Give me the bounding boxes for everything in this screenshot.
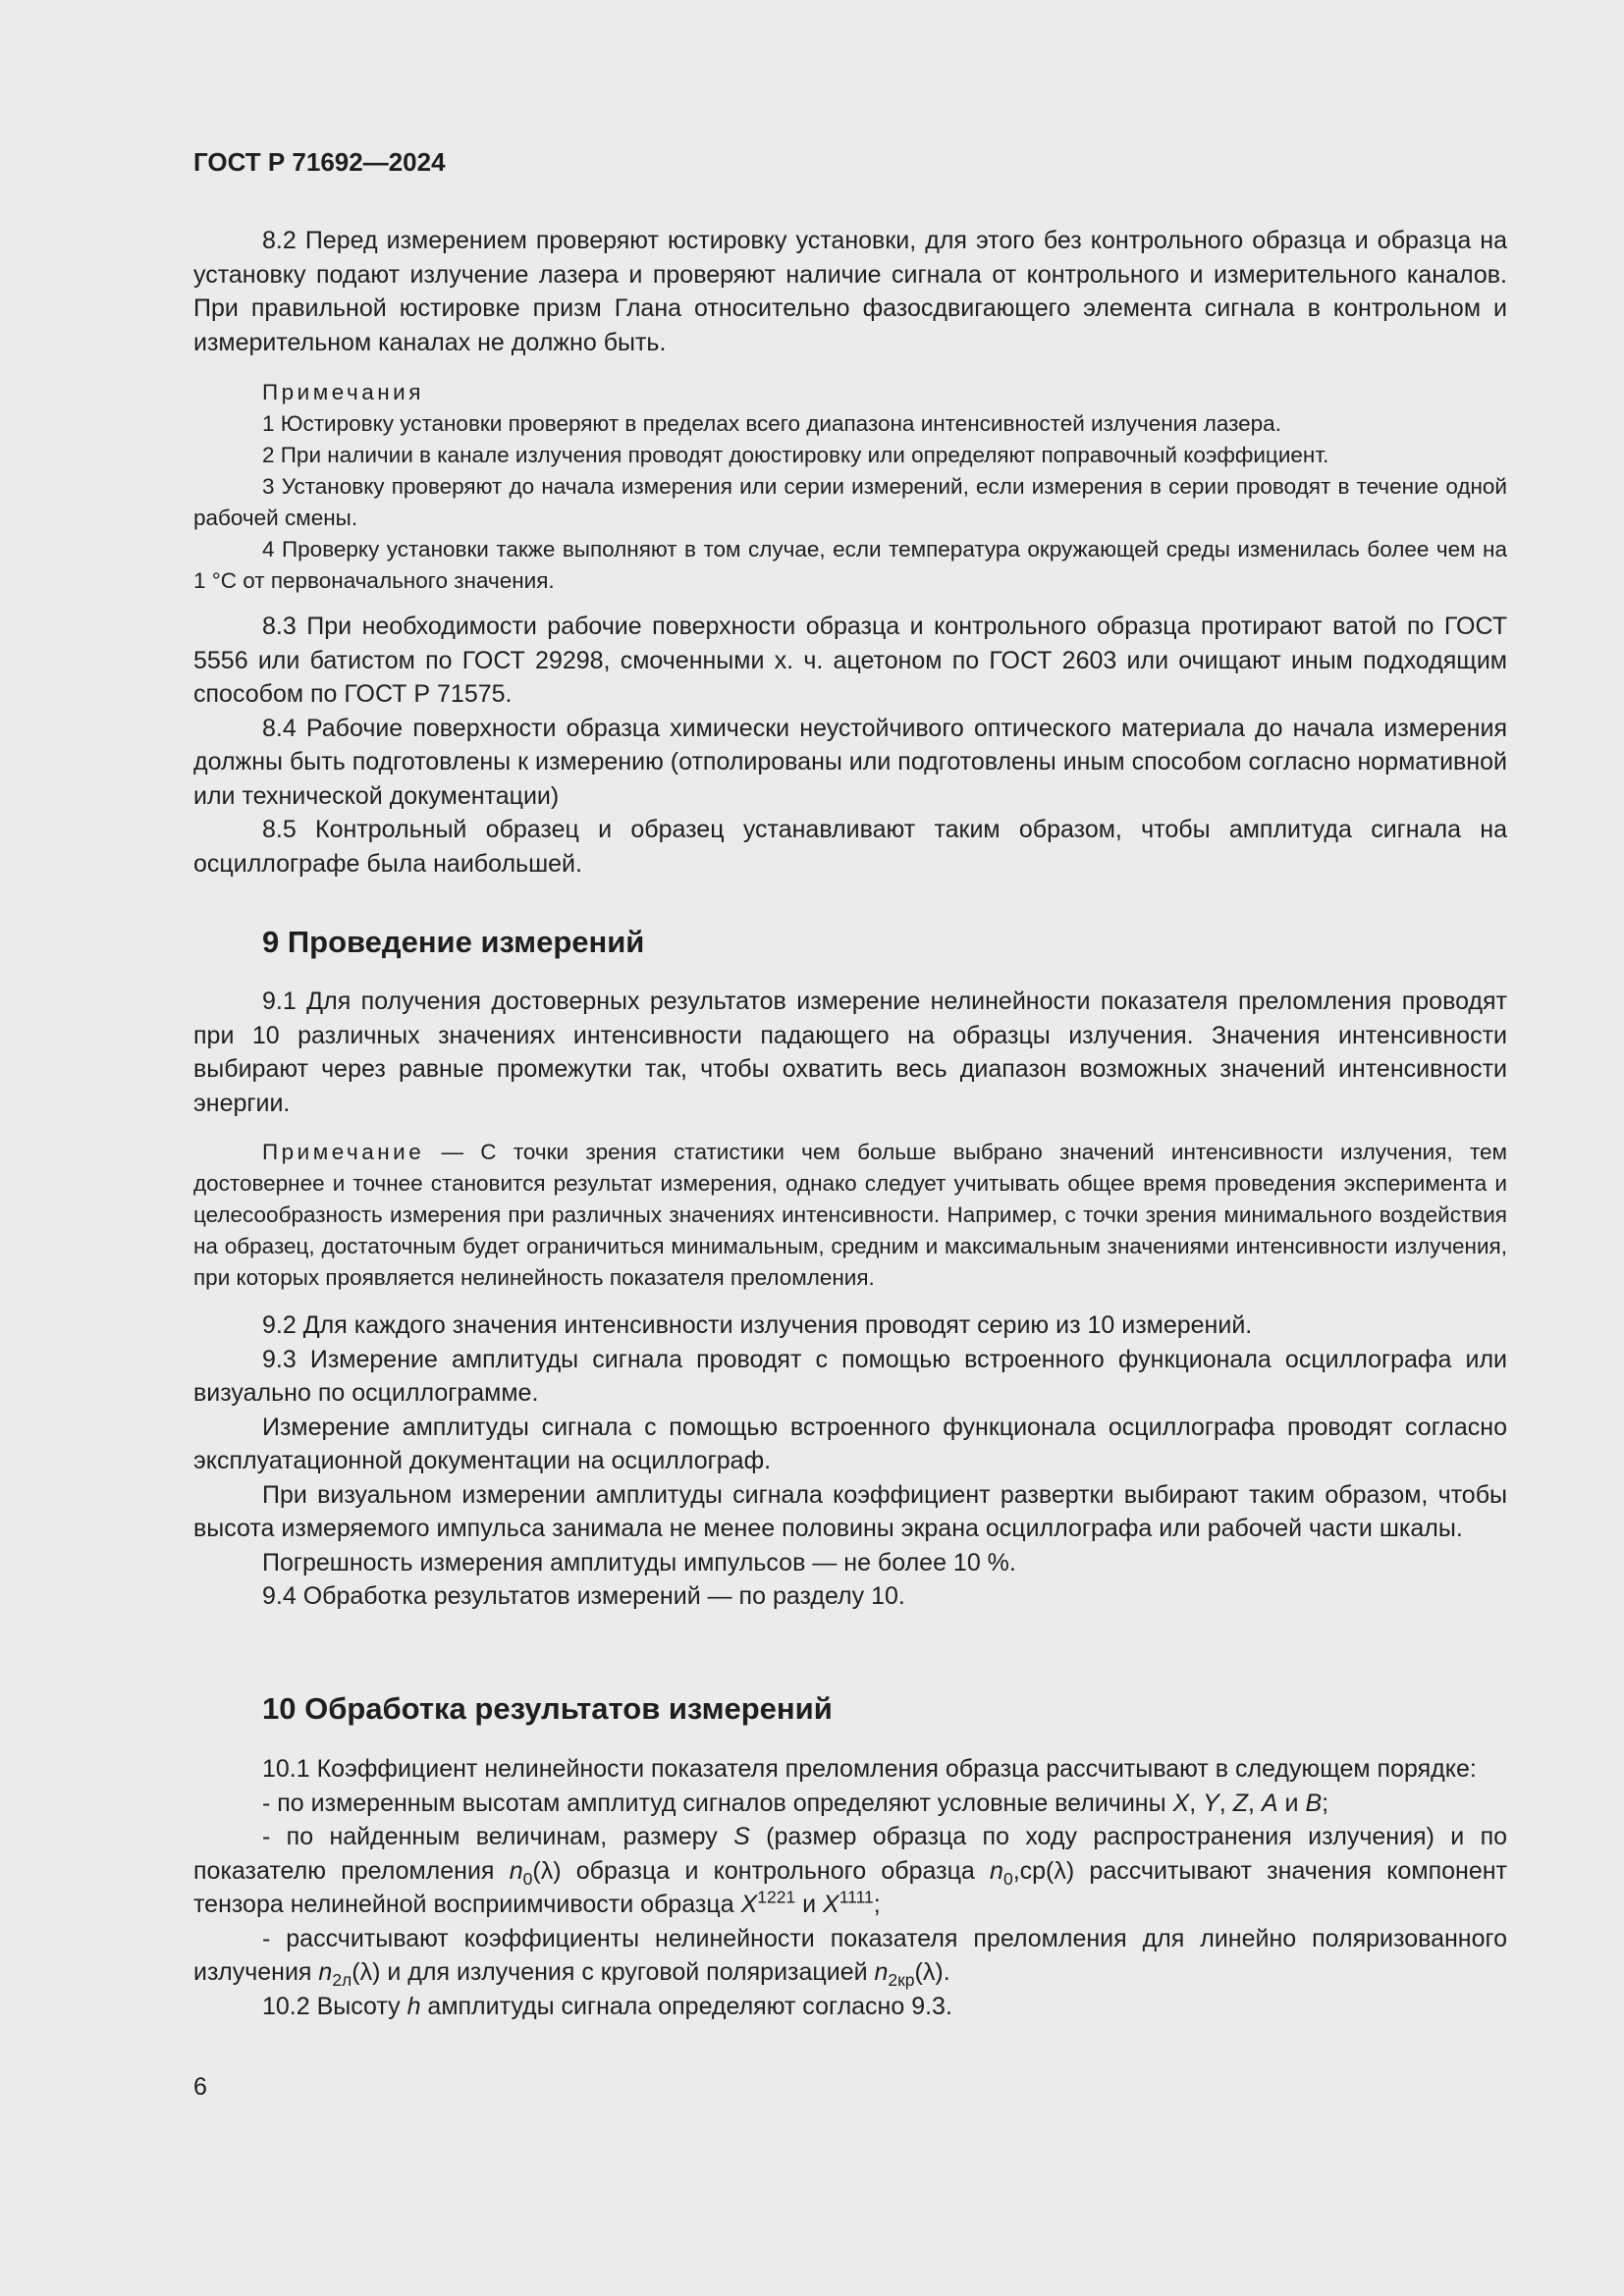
note-9 bbox=[193, 1137, 1507, 1294]
page-number: 6 bbox=[193, 2073, 207, 2101]
paragraph-8-3: 8.3 При необходимости рабочие поверхности образца и контрольного образца протирают ватой по ГОСТ 5556 или батистом по ГОСТ 29298, смоченными х. ч. ацетоном по ГОСТ 2603 или очищают иным подходящим способом по ГОСТ Р 71575. bbox=[193, 613, 1507, 708]
paragraph-9-3-c: При визуальном измерении амплитуды сигнала коэффициент развертки выбирают таким образом, чтобы высота измеряемого импульса занимала не менее половины экрана осциллографа или рабочей части шкалы. bbox=[193, 1480, 1507, 1542]
paragraph-8-5: 8.5 Контрольный образец и образец устанавливают таким образом, чтобы амплитуда сигнала на осциллографе была наибольшей. bbox=[193, 816, 1507, 878]
section-8-items bbox=[193, 610, 1507, 881]
paragraph-9-3-d: Погрешность измерения амплитуды импульсов — не более 10 %. bbox=[262, 1548, 1016, 1576]
notes-title: Примечания bbox=[262, 380, 424, 404]
document-header: ГОСТ Р 71692—2024 bbox=[193, 147, 446, 177]
paragraph-9-4: 9.4 Обработка результатов измерений — по разделу 10. bbox=[262, 1582, 905, 1610]
paragraph-9-3: 9.3 Измерение амплитуды сигнала проводят с помощью встроенного функционала осциллографа или визуально по осциллограмме. bbox=[193, 1345, 1507, 1407]
paragraph-8-2: 8.2 Перед измерением проверяют юстировку установки, для этого без контрольного образца и образца на установку подают излучение лазера и проверяют наличие сигнала от контрольного и измерительного каналов. При правильной юстировке призм Глана относительно фазосдвигающего элемента сигнала в контрольном и измерительном каналах не должно быть. bbox=[193, 227, 1507, 356]
paragraph-8-4: 8.4 Рабочие поверхности образца химически неустойчивого оптического материала до начала измерения должны быть подготовлены к измерению (отполированы или подготовлены иным способом согласно нормативной или технической документации) bbox=[193, 714, 1507, 810]
section-9-heading: 9 Проведение измерений bbox=[262, 925, 645, 959]
note-2: 2 При наличии в канале излучения проводят доюстировку или определяют поправочный коэффициент. bbox=[262, 443, 1329, 467]
section-10-heading: 10 Обработка результатов измерений bbox=[262, 1691, 833, 1726]
note-3: 3 Установку проверяют до начала измерения или серии измерений, если измерения в серии проводят в течение одной рабочей смены. bbox=[193, 474, 1507, 530]
paragraph-9-3-b: Измерение амплитуды сигнала с помощью встроенного функционала осциллографа проводят согласно эксплуатационной документации на осциллограф. bbox=[193, 1413, 1507, 1474]
section-10-items bbox=[193, 1752, 1507, 2023]
note-9-text: — С точки зрения статистики чем больше выбрано значений интенсивности излучения, тем достовернее и точнее становится результат измерения, однако следует учитывать общее время проведения эксперимента и целесообразность измерения при различных значениях интенсивности. Например, с точки зрения минимального воздействия на образец, достаточным будет ограничиться минимальным, средним и максимальным значениями интенсивности излучения, при которых проявляется нелинейность показателя преломления. bbox=[193, 1140, 1507, 1290]
paragraph-9-2: 9.2 Для каждого значения интенсивности излучения проводят серию из 10 измерений. bbox=[262, 1311, 1253, 1339]
note-4: 4 Проверку установки также выполняют в том случае, если температура окружающей среды изменилась более чем на 1 °С от первоначального значения. bbox=[193, 537, 1507, 593]
note-1: 1 Юстировку установки проверяют в пределах всего диапазона интенсивностей излучения лазера. bbox=[262, 411, 1281, 436]
note-9-title: Примечание bbox=[262, 1140, 425, 1164]
section-9-items bbox=[193, 1308, 1507, 1614]
paragraph-9-1: 9.1 Для получения достоверных результатов измерение нелинейности показателя преломления проводят при 10 различных значениях интенсивности падающего на образцы излучения. Значения интенсивности выбирают через равные промежутки так, чтобы охватить весь диапазон возможных значений интенсивности энергии. bbox=[193, 988, 1507, 1117]
paragraph-10-1: 10.1 Коэффициент нелинейности показателя преломления образца рассчитывают в следующем порядке: bbox=[262, 1755, 1477, 1783]
bullet-2: - по найденным величинам, размеру S (размер образца по ходу распространения излучения) и по показателю преломления $n_0(\lambda)$ образца и контрольного образца $n_0,ср(\lambda)$ рассчитывают значения компонент тензора нелинейной восприимчивости образца $X^{1221}$ и $X^{1111}$; bbox=[193, 1823, 1508, 1918]
paragraph-10-2: 10.2 Высоту h амплитуды сигнала определяют согласно 9.3. bbox=[262, 1992, 952, 2020]
bullet-3: - рассчитывают коэффициенты нелинейности показателя преломления для линейно поляризованного излучения $n_{2л}(\lambda)$ и для излучения с круговой поляризацией $n_{2кр}(\lambda)$. bbox=[193, 1924, 1507, 1990]
notes-block bbox=[193, 377, 1507, 597]
bullet-1: - по измеренным высотам амплитуд сигналов определяют условные величины X, Y, Z, A и B; bbox=[262, 1789, 1329, 1817]
